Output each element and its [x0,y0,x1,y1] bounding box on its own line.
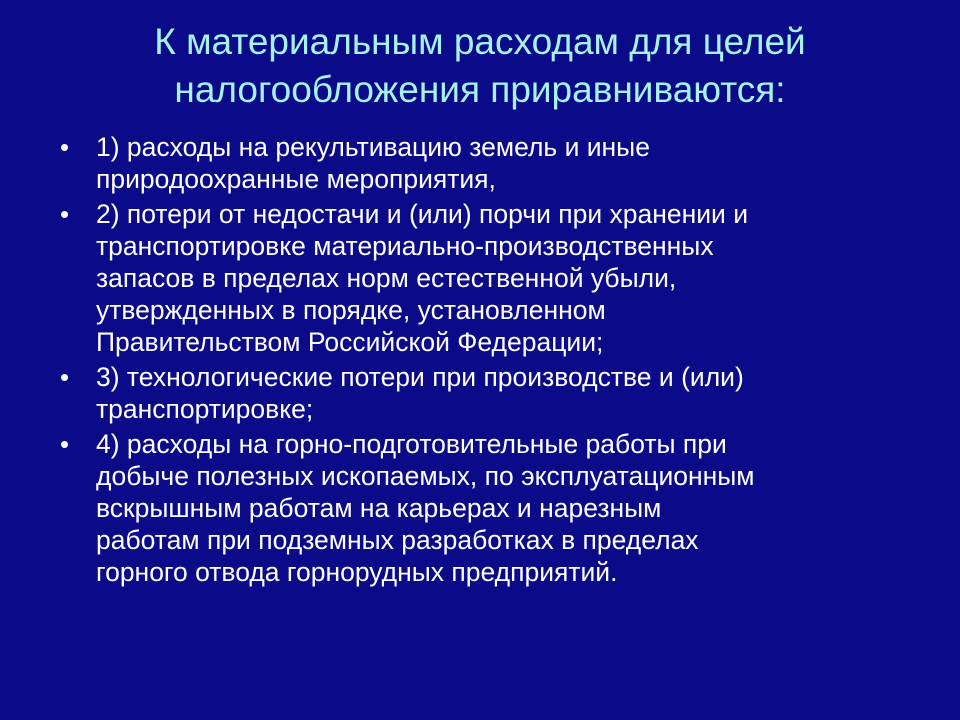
bullet-text-line: работам при подземных разработках в пределах [96,525,699,555]
bullet-text-line: 1) расходы на рекультивацию земель и иные [96,132,650,162]
bullet-icon: • [60,199,70,229]
bullet-text-line: вскрышным работам на карьерах и нарезным [96,493,662,523]
bullet-text-line: 4) расходы на горно-подготовительные работы при [96,429,727,459]
slide-title [40,18,920,114]
bullet-text-line: природоохранные мероприятия, [96,164,496,194]
bullet-item [54,131,924,195]
bullet-item [54,198,924,358]
bullet-text-line: горного отвода горнорудных предприятий. [96,557,618,587]
bullet-text-line: запасов в пределах норм естественной убыли, [96,263,677,293]
bullet-text-line: 3) технологические потери при производстве и (или) [96,362,744,392]
bullet-list [54,131,924,591]
bullet-item [54,361,924,425]
bullet-icon: • [60,429,70,459]
title-line: К материальным расходам для целей [154,21,806,62]
bullet-icon: • [60,132,70,162]
bullet-item [54,428,924,588]
bullet-text-line: утвержденных в порядке, установленном [96,295,606,325]
bullet-text-line: добыче полезных ископаемых, по эксплуатационным [96,461,755,491]
bullet-text-line: транспортировке материально-производственных [96,231,714,261]
bullet-text-line: транспортировке; [96,394,314,424]
title-line: налогообложения приравниваются: [174,69,786,110]
bullet-text-line: Правительством Российской Федерации; [96,327,604,357]
bullet-text-line: 2) потери от недостачи и (или) порчи при хранении и [96,199,748,229]
bullet-icon: • [60,362,70,392]
